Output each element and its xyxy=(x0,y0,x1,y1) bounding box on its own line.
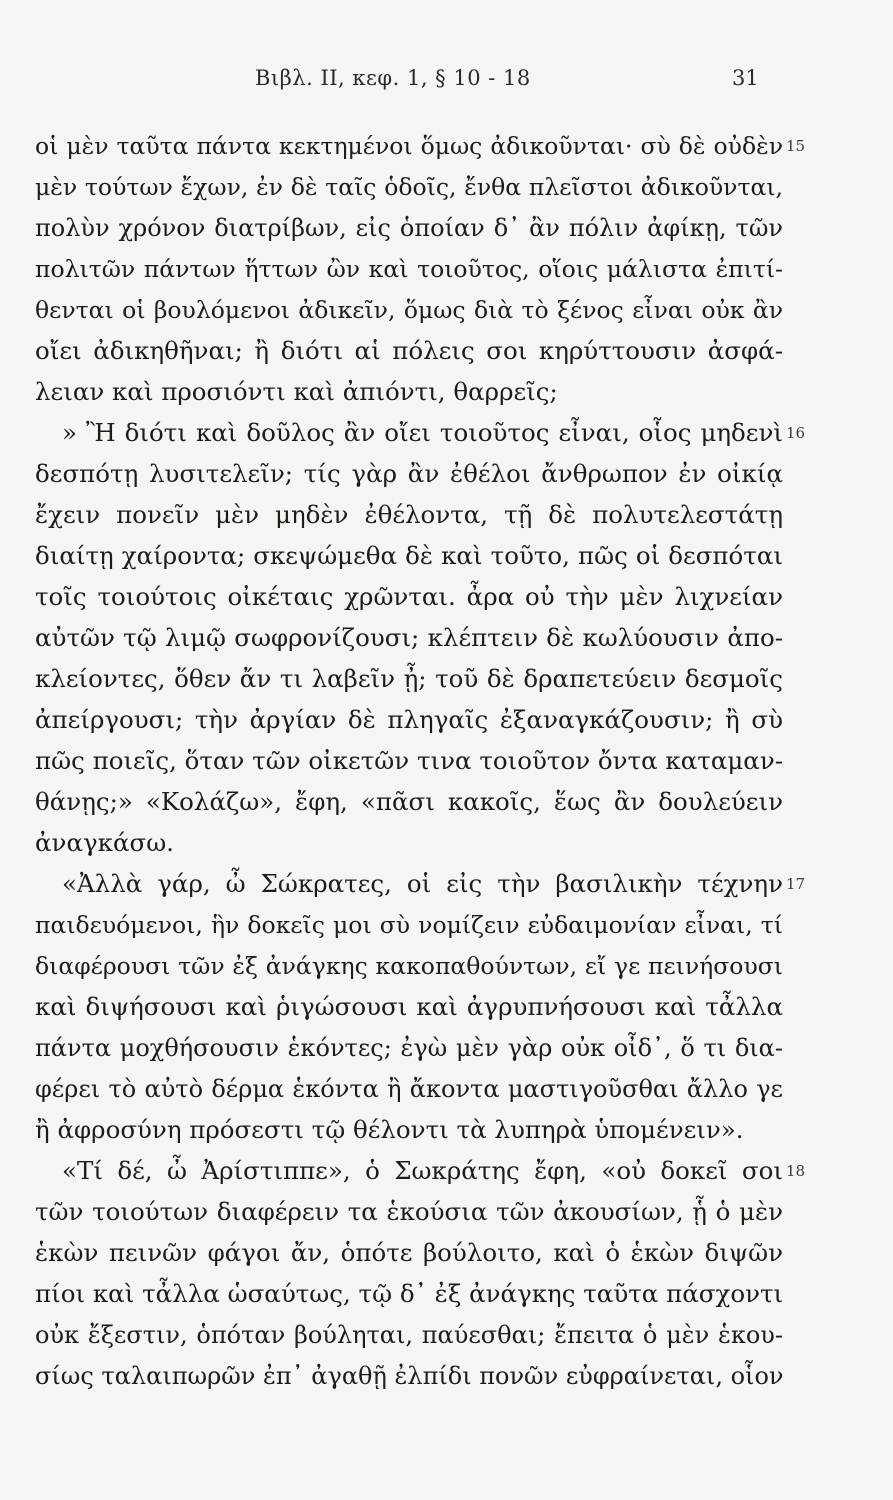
text-line: παιδευόμενοι, ἣν δοκεῖς μοι σὺ νομίζειν εὐδαιμονίαν εἶναι, τί xyxy=(35,911,783,939)
text-line: πολιτῶν πάντων ἥττων ὢν καὶ τοιοῦτος, οἵοις μάλιστα ἐπιτί- xyxy=(35,255,783,283)
running-head: Βιβλ. ΙΙ, κεφ. 1, § 10 - 18 xyxy=(255,66,531,90)
text-line: τῶν τοιούτων διαφέρειν τα ἑκούσια τῶν ἀκουσίων, ᾗ ὁ μὲν xyxy=(35,1197,783,1226)
text-line: μὲν τούτων ἔχων, ἐν δὲ ταῖς ὁδοῖς, ἔνθα πλεῖστοι ἀδικοῦνται, xyxy=(35,173,783,201)
text-line: δεσπότῃ λυσιτελεῖν; τίς γὰρ ἂν ἐθέλοι ἄνθρωπον ἐν οἰκίᾳ xyxy=(35,459,783,488)
text-line: κλείοντες, ὅθεν ἄν τι λαβεῖν ᾖ; τοῦ δὲ δραπετεύειν δεσμοῖς xyxy=(35,664,783,693)
section-number: 15 xyxy=(786,137,806,155)
text-line: «Τί δέ, ὦ Ἀρίστιππε», ὁ Σωκράτης ἔφη, «οὐ δοκεῖ σοι xyxy=(62,1156,783,1185)
text-line: θάνῃς;» «Κολάζω», ἔφη, «πᾶσι κακοῖς, ἕως ἂν δουλεύειν xyxy=(35,787,783,816)
text-line: αὐτῶν τῷ λιμῷ σωφρονίζουσι; κλέπτειν δὲ κωλύουσιν ἀπο- xyxy=(35,623,783,652)
text-line: ἀναγκάσω. xyxy=(35,828,174,857)
text-line: θενται οἱ βουλόμενοι ἀδικεῖν, ὅμως διὰ τὸ ξένος εἶναι οὐκ ἂν xyxy=(35,296,783,324)
text-line: διαφέρουσι τῶν ἐξ ἀνάγκης κακοπαθούντων, εἴ γε πεινήσουσι xyxy=(35,952,783,980)
page-number: 31 xyxy=(732,66,759,90)
text-line: ἀπείργουσι; τὴν ἀργίαν δὲ πληγαῖς ἐξαναγκάζουσιν; ἢ σὺ xyxy=(35,705,783,734)
text-line: τοῖς τοιούτοις οἰκέταις χρῶνται. ἆρα οὐ τὴν μὲν λιχνείαν xyxy=(35,582,783,611)
text-line: ἑκὼν πεινῶν φάγοι ἄν, ὁπότε βούλοιτο, καὶ ὁ ἑκὼν διψῶν xyxy=(35,1238,783,1267)
text-line: πίοι καὶ τἆλλα ὡσαύτως, τῷ δ᾿ ἐξ ἀνάγκης ταῦτα πάσχοντι xyxy=(35,1279,784,1308)
text-line: πῶς ποιεῖς, ὅταν τῶν οἰκετῶν τινα τοιοῦτον ὄντα καταμαν- xyxy=(35,746,784,775)
section-number: 16 xyxy=(786,424,806,442)
section-number: 18 xyxy=(786,1162,806,1180)
text-line: οἱ μὲν ταῦτα πάντα κεκτημένοι ὅμως ἀδικοῦνται· σὺ δὲ οὐδὲν xyxy=(35,132,783,160)
text-line: » Ἢ διότι καὶ δοῦλος ἂν οἴει τοιοῦτος εἶναι, οἷος μηδενὶ xyxy=(62,418,783,447)
running-header xyxy=(0,66,893,106)
text-line: ἢ ἀφροσύνη πρόσεστι τῷ θέλοντι τὰ λυπηρὰ ὑπομένειν». xyxy=(35,1115,744,1144)
text-line: οὐκ ἔξεστιν, ὁπόταν βούληται, παύεσθαι; ἔπειτα ὁ μὲν ἑκου- xyxy=(35,1321,783,1349)
section-number: 17 xyxy=(786,875,806,893)
text-line: «Ἀλλὰ γάρ, ὦ Σώκρατες, οἱ εἰς τὴν βασιλικὴν τέχνην xyxy=(62,869,783,898)
text-line: σίως ταλαιπωρῶν ἐπ᾿ ἀγαθῇ ἐλπίδι πονῶν εὐφραίνεται, οἷον xyxy=(35,1362,784,1390)
text-line: φέρει τὸ αὐτὸ δέρμα ἑκόντα ἢ ἄκοντα μαστιγοῦσθαι ἄλλο γε xyxy=(35,1075,783,1103)
text-line: πολὺν χρόνον διατρίβων, εἰς ὁποίαν δ᾿ ἂν πόλιν ἀφίκῃ, τῶν xyxy=(35,214,783,242)
text-line: ἔχειν πονεῖν μὲν μηδὲν ἐθέλοντα, τῇ δὲ πολυτελεστάτῃ xyxy=(35,500,783,529)
text-line: πάντα μοχθήσουσιν ἑκόντες; ἐγὼ μὲν γὰρ οὐκ οἶδ᾿, ὅ τι δια- xyxy=(35,1034,783,1062)
text-line: οἴει ἀδικηθῆναι; ἢ διότι αἱ πόλεις σοι κηρύττουσιν ἀσφά- xyxy=(35,336,783,365)
text-line: λειαν καὶ προσιόντι καὶ ἀπιόντι, θαρρεῖς; xyxy=(35,377,558,406)
text-line: διαίτῃ χαίροντα; σκεψώμεθα δὲ καὶ τοῦτο, πῶς οἱ δεσπόται xyxy=(35,541,783,570)
text-line: καὶ διψήσουσι καὶ ῥιγώσουσι καὶ ἀγρυπνήσουσι καὶ τἆλλα xyxy=(35,992,783,1021)
